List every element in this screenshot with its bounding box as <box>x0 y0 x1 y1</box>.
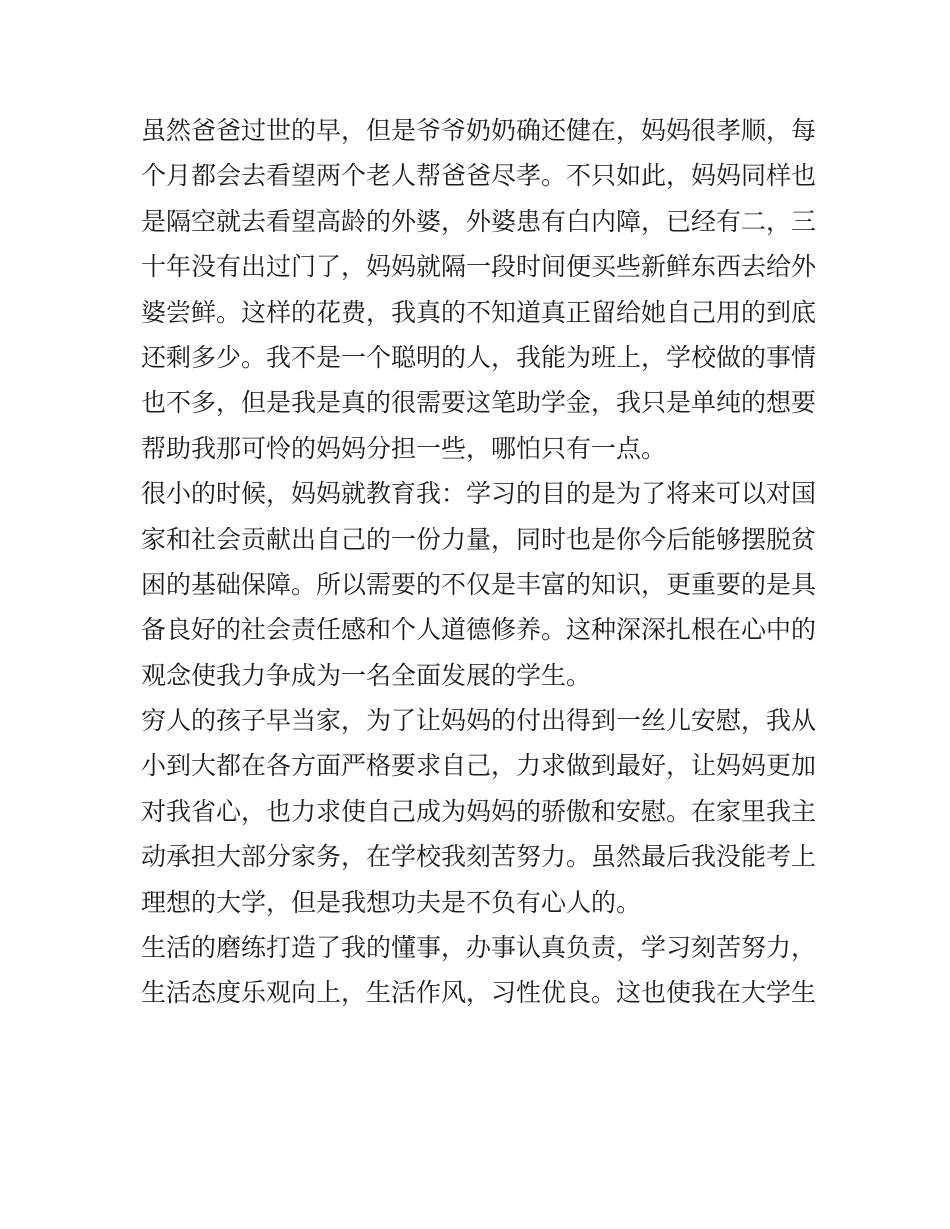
text-line: 困的基础保障。所以需要的不仅是丰富的知识，更重要的是具 <box>141 569 817 599</box>
text-line: 生活态度乐观向上，生活作风，习性优良。这也使我在大学生 <box>141 978 817 1008</box>
text-line: 备良好的社会责任感和个人道德修养。这种深深扎根在心中的 <box>141 615 817 645</box>
text-line: 理想的大学，但是我想功夫是不负有心人的。 <box>141 887 642 917</box>
text-line: 动承担大部分家务，在学校我刻苦努力。虽然最后我没能考上 <box>141 842 817 872</box>
text-line: 婆尝鲜。这样的花费，我真的不知道真正留给她自己用的到底 <box>141 297 817 327</box>
text-line: 穷人的孩子早当家，为了让妈妈的付出得到一丝儿安慰，我从 <box>141 706 817 736</box>
document-body <box>141 108 817 1016</box>
text-line: 帮助我那可怜的妈妈分担一些，哪怕只有一点。 <box>141 433 667 463</box>
text-line: 生活的磨练打造了我的懂事，办事认真负责，学习刻苦努力， <box>141 933 817 963</box>
text-line: 小到大都在各方面严格要求自己，力求做到最好，让妈妈更加 <box>141 751 817 781</box>
text-line: 还剩多少。我不是一个聪明的人，我能为班上，学校做的事情 <box>141 342 817 372</box>
text-line: 很小的时候，妈妈就教育我：学习的目的是为了将来可以对国 <box>141 479 817 509</box>
text-line: 虽然爸爸过世的早，但是爷爷奶奶确还健在，妈妈很孝顺，每 <box>141 116 817 145</box>
text-line: 对我省心，也力求使自己成为妈妈的骄傲和安慰。在家里我主 <box>141 796 817 826</box>
text-line: 十年没有出过门了，妈妈就隔一段时间便买些新鲜东西去给外 <box>141 252 817 282</box>
text-line: 观念使我力争成为一名全面发展的学生。 <box>141 660 592 690</box>
text-line: 家和社会贡献出自己的一份力量，同时也是你今后能够摆脱贫 <box>141 524 817 554</box>
text-line: 个月都会去看望两个老人帮爸爸尽孝。不只如此，妈妈同样也 <box>141 161 817 191</box>
text-line: 是隔空就去看望高龄的外婆，外婆患有白内障，已经有二，三 <box>141 206 817 236</box>
text-line: 也不多，但是我是真的很需要这笔助学金，我只是单纯的想要 <box>141 388 817 418</box>
